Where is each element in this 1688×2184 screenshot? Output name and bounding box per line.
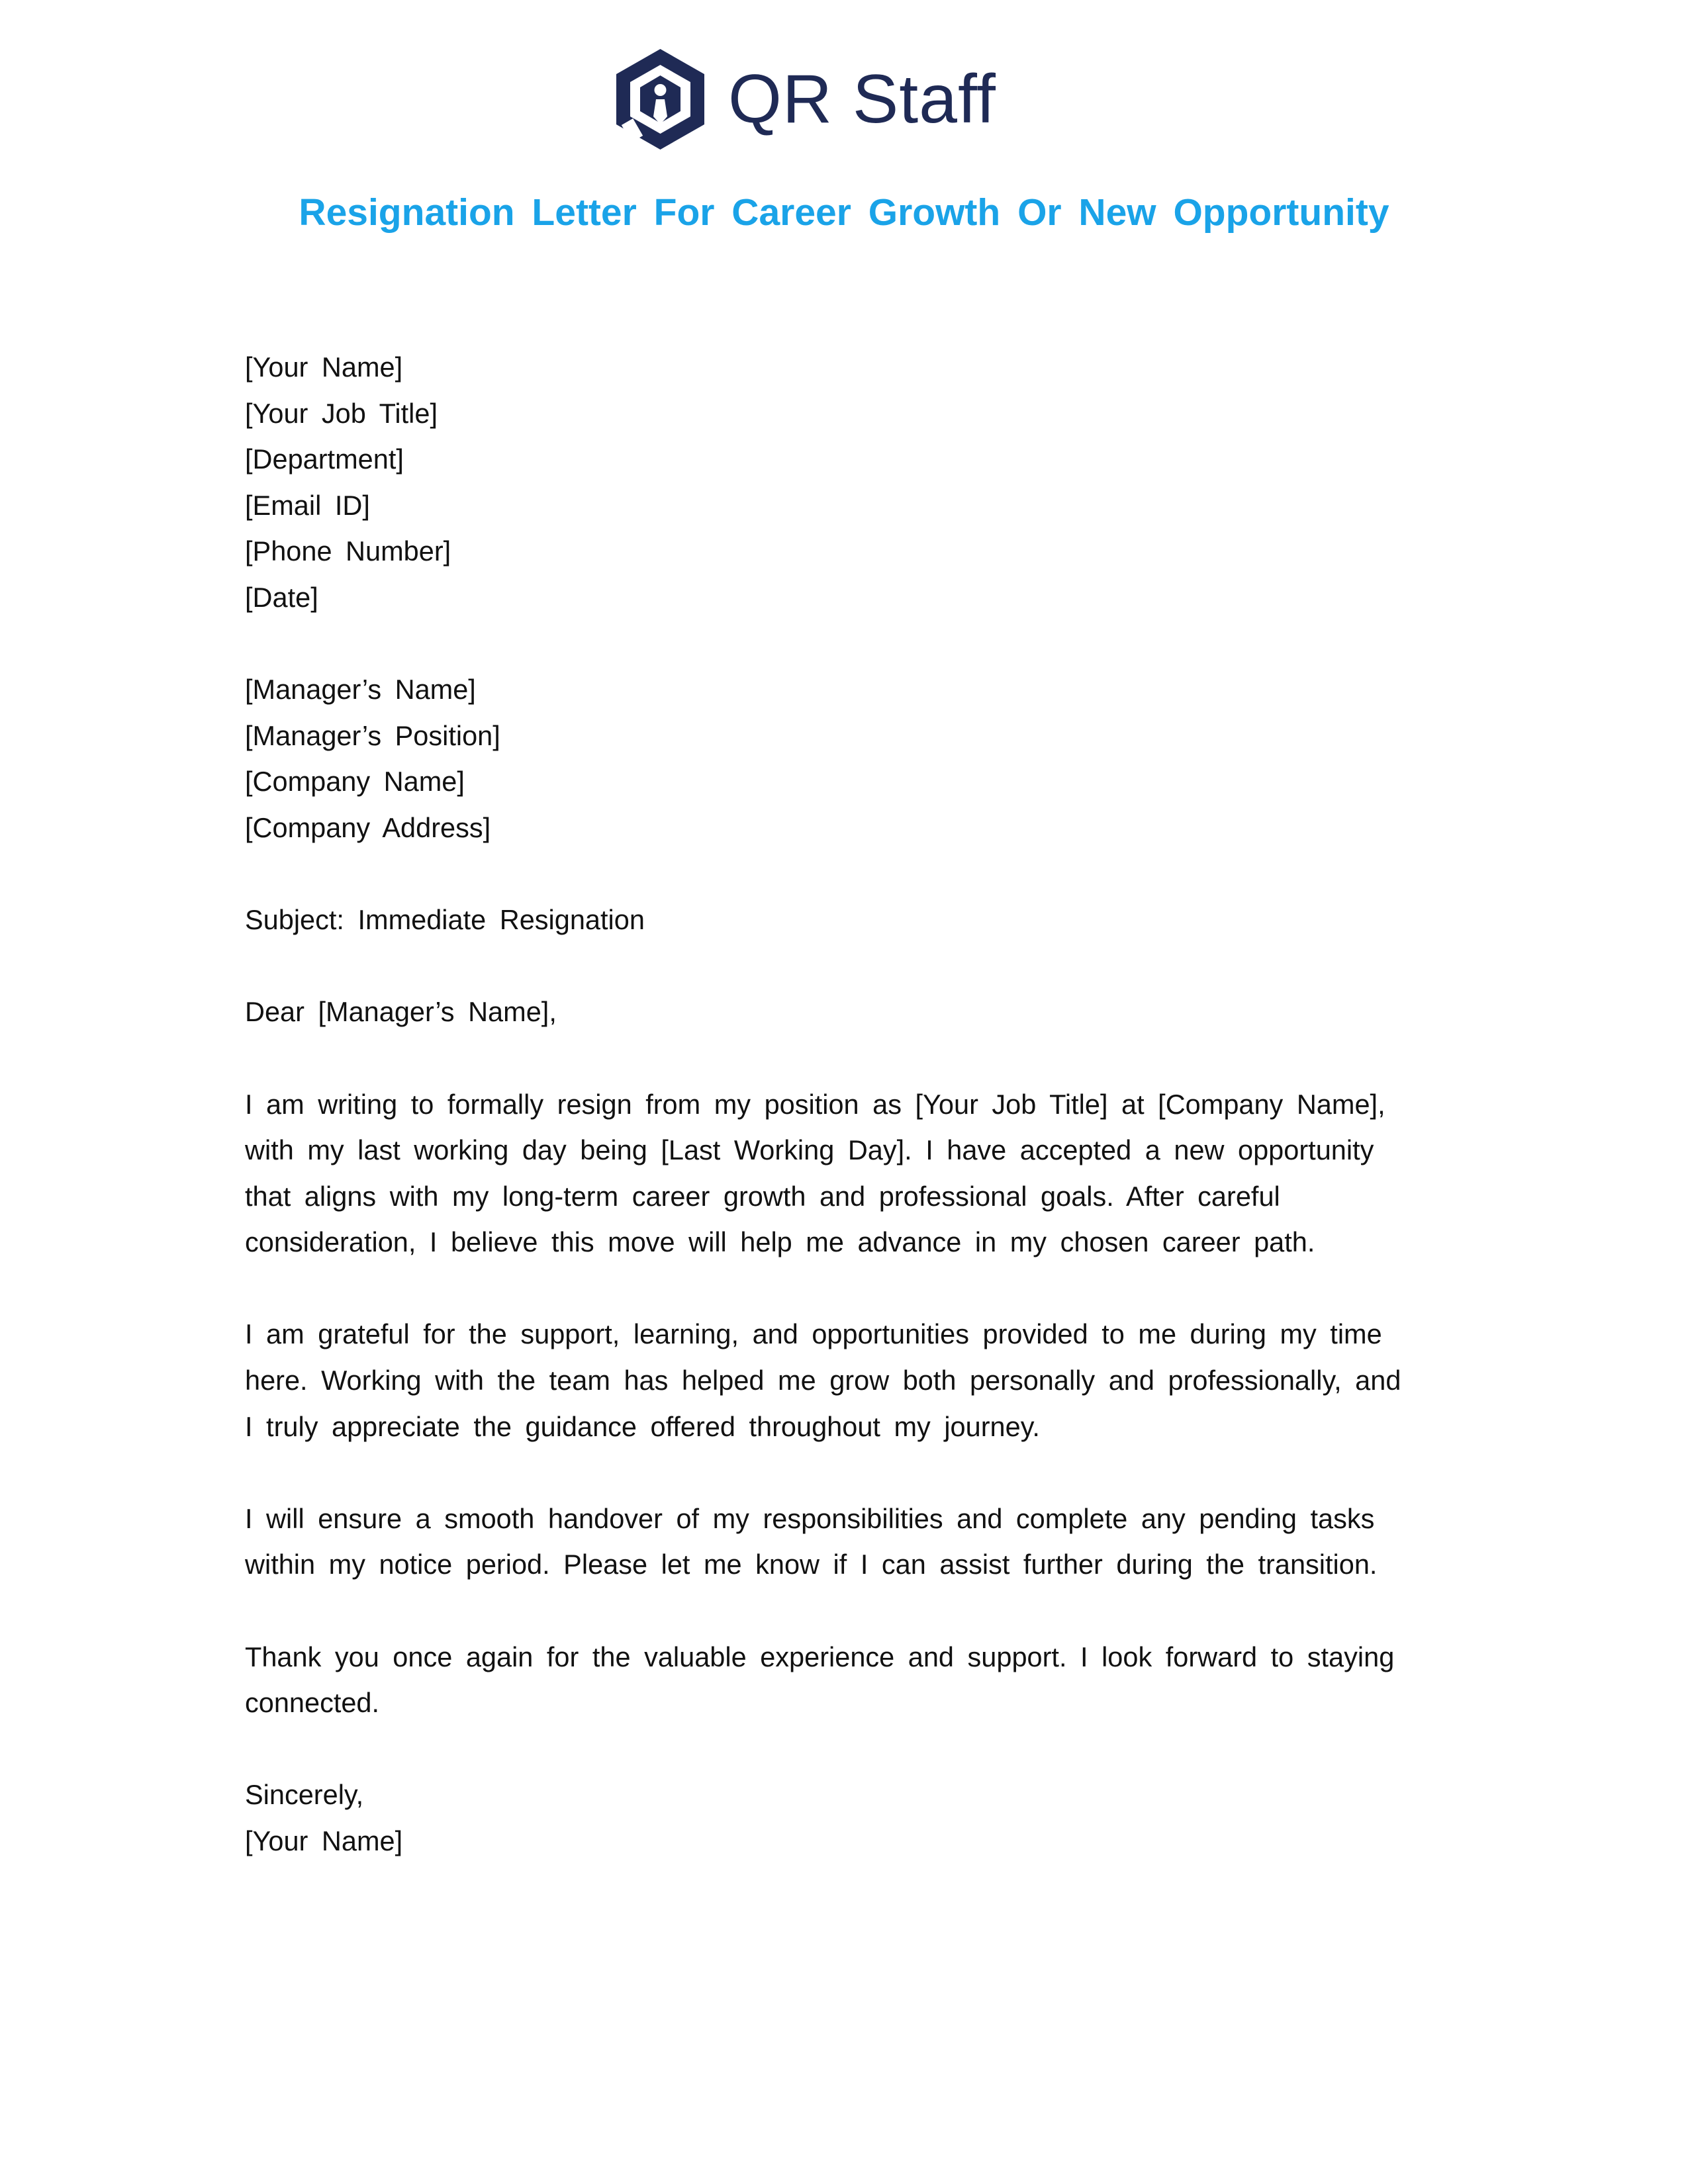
subject-line: Subject: Immediate Resignation bbox=[245, 904, 645, 936]
paragraph-4 bbox=[245, 1634, 1450, 1726]
sender-date: [Date] bbox=[245, 581, 318, 613]
paragraph-2 bbox=[245, 1311, 1450, 1449]
sender-name: [Your Name] bbox=[245, 351, 403, 383]
paragraph-1 bbox=[245, 1081, 1450, 1265]
page-title: Resignation Letter For Career Growth Or New Opportunity bbox=[299, 191, 1389, 234]
recipient-company: [Company Name] bbox=[245, 766, 465, 797]
sender-block bbox=[245, 344, 1450, 621]
recipient-position: [Manager’s Position] bbox=[245, 719, 500, 751]
paragraph-line: I truly appreciate the guidance offered throughout my journey. bbox=[245, 1410, 1040, 1442]
salutation: Dear [Manager’s Name], bbox=[245, 996, 557, 1028]
paragraph-line: within my notice period. Please let me know if I can assist further during the transition. bbox=[245, 1549, 1378, 1580]
paragraph-line: with my last working day being [Last Working Day]. I have accepted a new opportunity bbox=[245, 1134, 1374, 1166]
recipient-name: [Manager’s Name] bbox=[245, 674, 476, 705]
paragraph-line: I am writing to formally resign from my position as [Your Job Title] at [Company Name], bbox=[245, 1088, 1385, 1120]
paragraph-line: that aligns with my long-term career growth and professional goals. After careful bbox=[245, 1180, 1280, 1212]
sender-email: [Email ID] bbox=[245, 489, 370, 521]
paragraph-line: I will ensure a smooth handover of my responsibilities and complete any pending tasks bbox=[245, 1502, 1375, 1534]
qr-staff-hexagon-logo-icon bbox=[612, 46, 708, 152]
paragraph-3 bbox=[245, 1496, 1450, 1588]
recipient-block bbox=[245, 666, 1450, 850]
qr-staff-logo bbox=[612, 46, 996, 152]
closing: Sincerely, bbox=[245, 1779, 364, 1811]
letter-body bbox=[245, 344, 1450, 1864]
paragraph-line: here. Working with the team has helped me grow both personally and professionally, and bbox=[245, 1365, 1401, 1396]
paragraph-line: consideration, I believe this move will help me advance in my chosen career path. bbox=[245, 1226, 1315, 1258]
paragraph-line: connected. bbox=[245, 1687, 380, 1719]
recipient-address: [Company Address] bbox=[245, 811, 491, 843]
sender-phone: [Phone Number] bbox=[245, 535, 451, 567]
sender-department: [Department] bbox=[245, 443, 404, 475]
paragraph-line: I am grateful for the support, learning, and opportunities provided to me during my time bbox=[245, 1318, 1382, 1350]
signature: [Your Name] bbox=[245, 1825, 403, 1856]
paragraph-line: Thank you once again for the valuable experience and support. I look forward to staying bbox=[245, 1641, 1395, 1672]
brand-name: QR Staff bbox=[728, 61, 996, 138]
sender-job-title: [Your Job Title] bbox=[245, 397, 438, 429]
